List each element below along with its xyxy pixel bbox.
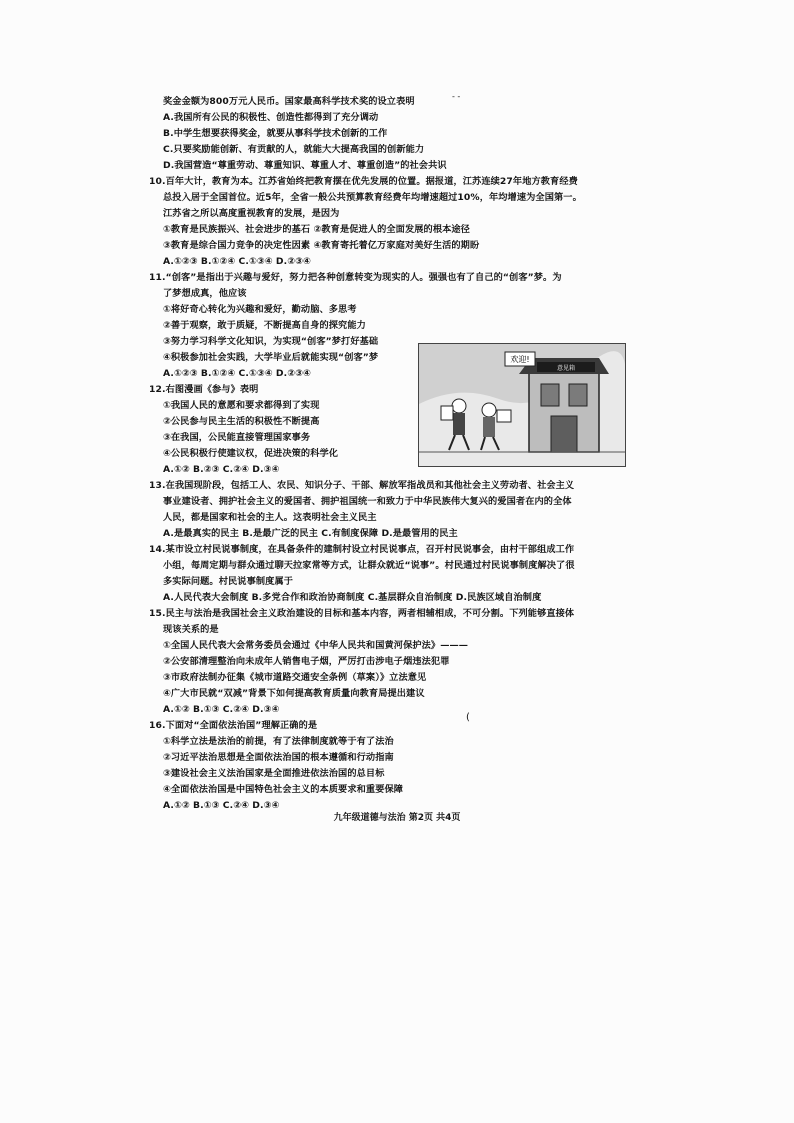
text-line: 了梦想成真，他应该 <box>163 288 247 299</box>
text-line: ①科学立法是法治的前提，有了法律制度就等于有了法治 <box>163 736 394 747</box>
text-line: ③在我国，公民能直接管理国家事务 <box>163 432 311 443</box>
building-sign: 意见箱 <box>556 365 576 372</box>
text-line: ②公民参与民主生活的积极性不断提高 <box>163 416 320 427</box>
text-line: ④全面依法治国是中国特色社会主义的本质要求和重要保障 <box>163 784 404 795</box>
text-line: 现该关系的是 <box>163 624 219 635</box>
cartoon-participation <box>418 343 626 467</box>
text-line: 总投入居于全国首位。近5年，全省一般公共预算教育经费年均增速超过10%，年均增速为全国第一。 <box>163 192 582 203</box>
text-line: 14.某市设立村民说事制度，在具备条件的建制村设立村民说事点，召开村民说事会，由村干部组成工作 <box>149 544 575 555</box>
cartoon-illustration <box>419 344 625 466</box>
text-line: A.①②③ B.①②④ C.①③④ D.②③④ <box>163 368 311 379</box>
text-line: ④广大市民就“双减”背景下如何提高教育质量向教育局提出建议 <box>163 688 425 699</box>
text-line: 江苏省之所以高度重视教育的发展，是因为 <box>163 208 340 219</box>
text-line: ①我国人民的意愿和要求都得到了实现 <box>163 400 320 411</box>
text-line: 人民，都是国家和社会的主人。这表明社会主义民主 <box>163 512 377 523</box>
text-line: ②习近平法治思想是全面依法治国的根本遵循和行动指南 <box>163 752 394 763</box>
text-line: A.①②③ B.①②④ C.①③④ D.②③④ <box>163 256 311 267</box>
text-line: 事业建设者、拥护社会主义的爱国者、拥护祖国统一和致力于中华民族伟大复兴的爱国者在内的全体 <box>163 496 572 507</box>
text-line: ④积极参加社会实践，大学毕业后就能实现“创客”梦 <box>163 352 379 363</box>
text-line: ①教育是民族振兴、社会进步的基石 ②教育是促进人的全面发展的根本途径 <box>163 224 470 235</box>
text-line: 13.在我国现阶段，包括工人、农民、知识分子、干部、解放军指战员和其他社会主义劳动者、社会主义 <box>149 480 575 491</box>
text-line: A.①② B.①③ C.②④ D.③④ <box>163 704 280 715</box>
text-line: 16.下面对“全面依法治国”理解正确的是 <box>149 720 318 731</box>
text-line: D.我国营造“尊重劳动、尊重知识、尊重人才、尊重创造”的社会共识 <box>163 160 447 171</box>
text-line: C.只要奖励能创新、有贡献的人，就能大大提高我国的创新能力 <box>163 144 425 155</box>
text-line: A.人民代表大会制度 B.多党合作和政治协商制度 C.基层群众自治制度 D.民族区域自治制度 <box>163 592 542 603</box>
text-line: 10.百年大计，教育为本。江苏省始终把教育摆在优先发展的位置。据报道，江苏连续27年地方教育经费 <box>149 176 578 187</box>
text-line: A.是最真实的民主 B.是最广泛的民主 C.有制度保障 D.是最管用的民主 <box>163 528 458 539</box>
text-line: ③市政府法制办征集《城市道路交通安全条例（草案）》立法意见 <box>163 672 427 683</box>
text-line: A.①② B.②③ C.②④ D.③④ <box>163 464 280 475</box>
scan-mark-top: - - <box>452 92 461 101</box>
text-line: ①将好奇心转化为兴趣和爱好，勤动脑、多思考 <box>163 304 357 315</box>
text-line: ②公安部清理整治向未成年人销售电子烟，严厉打击涉电子烟违法犯罪 <box>163 656 450 667</box>
text-line: ③建设社会主义法治国家是全面推进依法治国的总目标 <box>163 768 385 779</box>
text-line: 奖金金额为800万元人民币。国家最高科学技术奖的设立表明 <box>163 96 415 107</box>
text-line: 小组，每周定期与群众通过聊天拉家常等方式，让群众就近“说事”。村民通过村民说事制度解决了很 <box>163 560 575 571</box>
text-line: A.①② B.①③ C.②④ D.③④ <box>163 800 280 811</box>
text-line: ③教育是综合国力竞争的决定性因素 ④教育寄托着亿万家庭对美好生活的期盼 <box>163 240 480 251</box>
text-line: B.中学生想要获得奖金，就要从事科学技术创新的工作 <box>163 128 388 139</box>
text-line: A.我国所有公民的积极性、创造性都得到了充分调动 <box>163 112 379 123</box>
text-line: 15.民主与法治是我国社会主义政治建设的目标和基本内容，两者相辅相成，不可分割。下列能够直接体 <box>149 608 575 619</box>
scan-mark: ( <box>466 712 470 723</box>
text-line: ①全国人民代表大会常务委员会通过《中华人民共和国黄河保护法》——— <box>163 640 469 651</box>
text-line: ④公民积极行使建议权，促进决策的科学化 <box>163 448 339 459</box>
page-footer: 九年级道德与法治 第2页 共4页 <box>333 813 461 823</box>
text-line: 12.右图漫画《参与》表明 <box>149 384 259 395</box>
text-line: ③努力学习科学文化知识，为实现“创客”梦打好基础 <box>163 336 379 347</box>
text-line: 11.“创客”是指出于兴趣与爱好，努力把各种创意转变为现实的人。强强也有了自己的“创客”梦。为 <box>149 272 562 283</box>
text-line: ②善于观察，敢于质疑，不断提高自身的探究能力 <box>163 320 366 331</box>
text-line: 多实际问题。村民说事制度属于 <box>163 576 294 587</box>
welcome-sign: 欢迎! <box>510 355 530 364</box>
